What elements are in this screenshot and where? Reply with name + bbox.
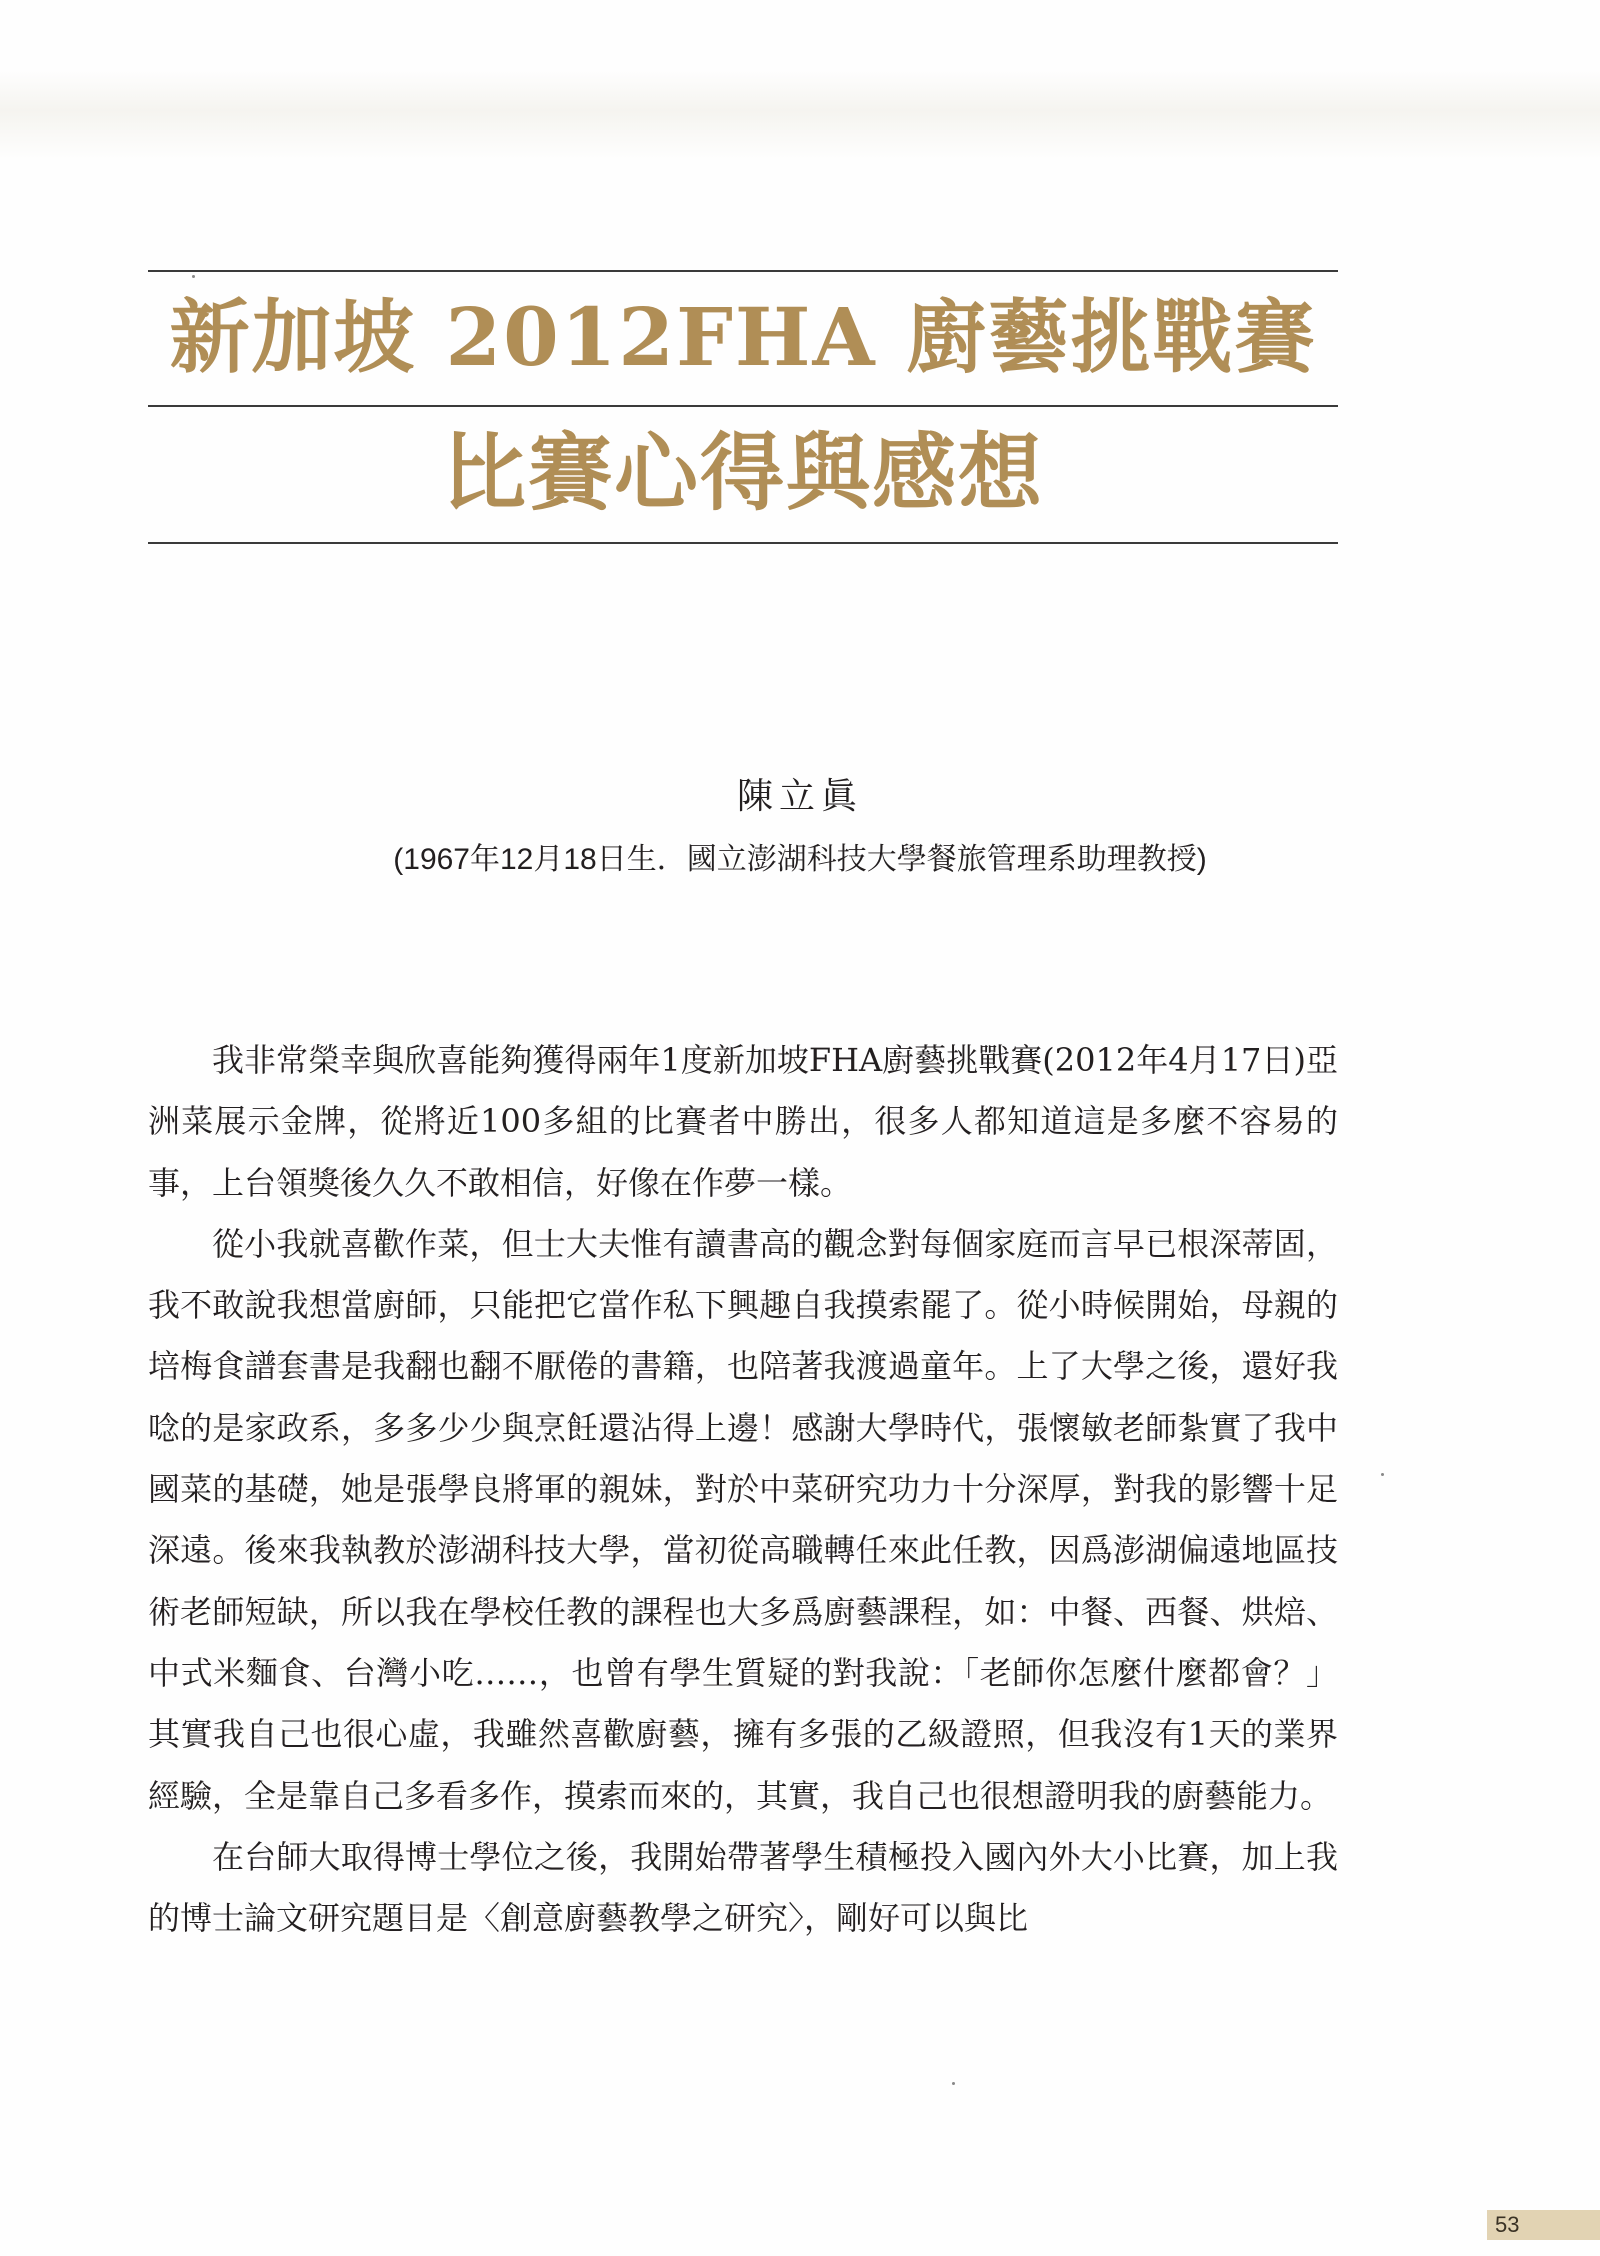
scan-shadow-band bbox=[0, 70, 1600, 160]
scan-speck bbox=[952, 2082, 955, 2085]
title-rule-bottom bbox=[148, 542, 1338, 544]
page-number: 53 bbox=[1487, 2210, 1600, 2240]
paragraph-3: 在台師大取得博士學位之後，我開始帶著學生積極投入國內外大小比賽，加上我的博士論文研究題目是〈創意廚藝教學之研究〉，剛好可以與比 bbox=[148, 1837, 1338, 1938]
author-name: 陳立眞 bbox=[736, 776, 863, 817]
scan-speck bbox=[192, 275, 195, 278]
title-rule-top bbox=[148, 270, 1338, 272]
article-body bbox=[148, 1030, 1338, 1949]
paragraph-1: 我非常榮幸與欣喜能夠獲得兩年1度新加坡FHA廚藝挑戰賽(2012年4月17日)亞洲菜展示金牌，從將近100多組的比賽者中勝出，很多人都知道這是多麼不容易的事，上台領獎後久久不敢相信，好像在作夢一樣。 bbox=[148, 1041, 1338, 1202]
title-line-2: 比賽心得與感想 bbox=[441, 423, 1044, 522]
paragraph-2: 從小我就喜歡作菜，但士大夫惟有讀書高的觀念對每個家庭而言早已根深蒂固，我不敢說我想當廚師，只能把它當作私下興趣自我摸索罷了。從小時候開始，母親的培梅食譜套書是我翻也翻不厭倦的書籍，也陪著我渡過童年。上了大學之後，還好我唸的是家政系，多多少少與烹飪還沾得上邊！感謝大學時代，張懷敏老師紮實了我中國菜的基礎，她是張學良將軍的親妹，對於中菜研究功力十分深厚，對我的影響十足深遠。後來我執教於澎湖科技大學，當初從高職轉任來此任教，因爲澎湖偏遠地區技術老師短缺，所以我在學校任教的課程也大多爲廚藝課程，如：中餐、西餐、烘焙、中式米麵食、台灣小吃……，也曾有學生質疑的對我說：「老師你怎麼什麼都會？」其實我自己也很心虛，我雖然喜歡廚藝，擁有多張的乙級證照，但我沒有1天的業界經驗，全是靠自己多看多作，摸索而來的，其實，我自己也很想證明我的廚藝能力。 bbox=[148, 1224, 1338, 1815]
title-line-1: 新加坡 2012FHA 廚藝挑戰賽 bbox=[169, 290, 1317, 384]
author-affiliation: (1967年12月18日生．國立澎湖科技大學餐旅管理系助理教授) bbox=[393, 843, 1207, 876]
scan-speck bbox=[1381, 1473, 1384, 1476]
title-rule-middle bbox=[148, 405, 1338, 407]
